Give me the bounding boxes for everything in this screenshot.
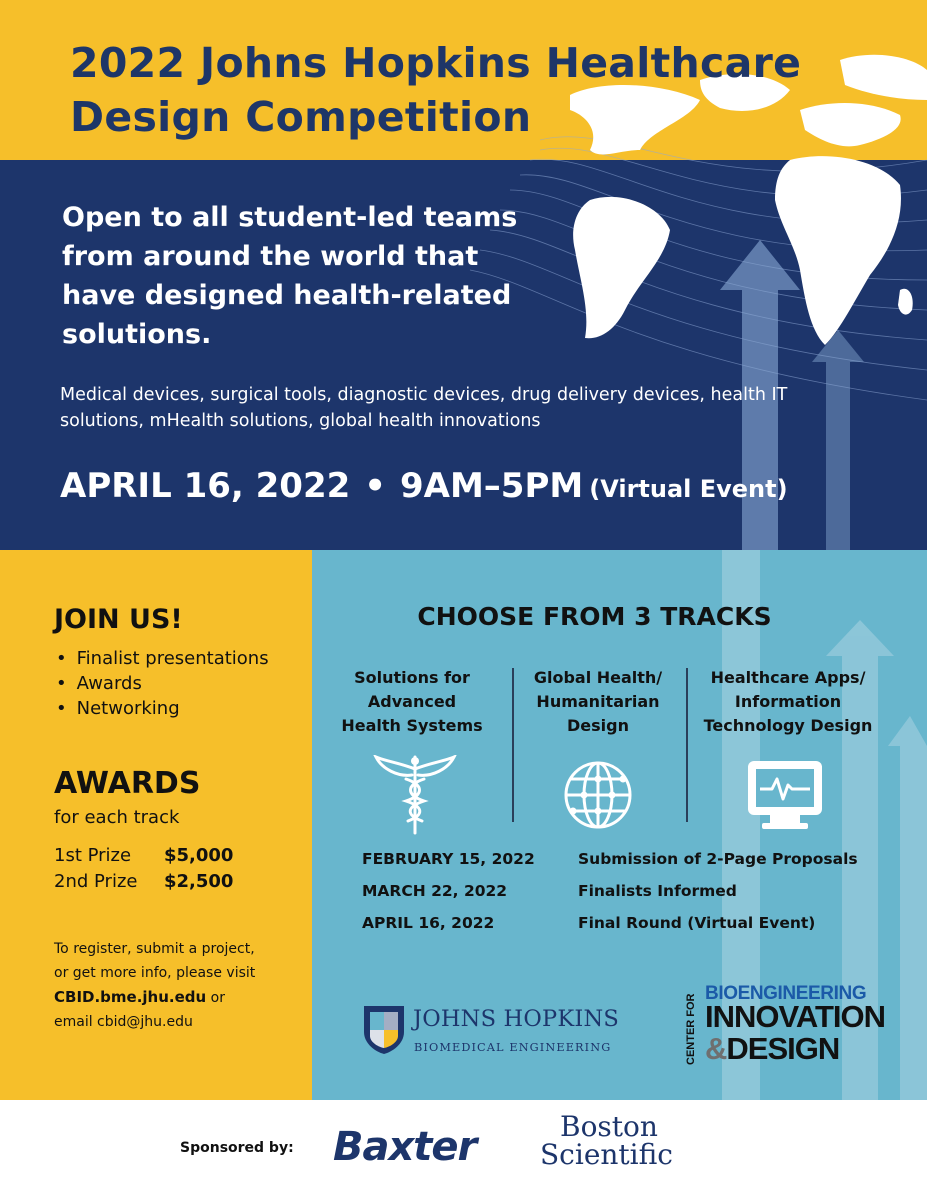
timeline-date: FEBRUARY 15, 2022 [362, 850, 535, 868]
globe-icon [553, 755, 643, 835]
track-label: Technology Design [703, 716, 873, 735]
track-label: Information [734, 692, 842, 711]
timeline-date: APRIL 16, 2022 [362, 914, 495, 932]
register-line [54, 985, 304, 1010]
jhu-logo-subtext: BIOMEDICAL ENGINEERING [414, 1041, 612, 1054]
hero-headline: Open to all student-led teams from around the world that have designed health-related solutions. [62, 202, 518, 350]
cbid-side-label: CENTER FOR [685, 993, 697, 1065]
boston-scientific-logo-line1: Boston [560, 1110, 658, 1143]
timeline-event: Finalists Informed [578, 882, 737, 900]
timeline-event: Final Round (Virtual Event) [578, 914, 816, 932]
track-healthcare-apps [698, 666, 878, 738]
caduceus-icon [370, 755, 460, 835]
track-divider [686, 668, 688, 822]
prize-row [54, 871, 234, 892]
join-title: JOIN US! [54, 604, 183, 635]
track-label: Design [567, 716, 629, 735]
page-title: 2022 Johns Hopkins Healthcare Design Competition [70, 39, 802, 141]
prize-amount: $5,000 [164, 845, 234, 866]
cbid-logo-line1: BIOENGINEERING [705, 983, 867, 1004]
prize-amount: $2,500 [164, 871, 234, 892]
track-advanced-health [322, 666, 502, 738]
prize-label: 1st Prize [54, 845, 132, 866]
sponsored-label: Sponsored by: [180, 1140, 294, 1156]
track-label: Solutions for [354, 668, 470, 687]
event-time: 9AM–5PM [400, 466, 584, 506]
track-global-health [508, 666, 688, 738]
email-link[interactable]: email cbid@jhu.edu [54, 1014, 193, 1030]
event-format: (Virtual Event) [589, 475, 788, 503]
hero-subtext: Medical devices, surgical tools, diagnostic devices, drug delivery devices, health IT solutions, mHealth solutions, global health innovations [60, 385, 788, 431]
awards-title: AWARDS [54, 766, 201, 801]
timeline-date: MARCH 22, 2022 [362, 882, 508, 900]
cbid-logo-line2: INNOVATION [705, 999, 886, 1034]
register-info [54, 937, 304, 1034]
cbid-amp: & [705, 1031, 727, 1066]
prize-label: 2nd Prize [54, 871, 138, 892]
track-label: Healthcare Apps/ [710, 668, 866, 687]
track-label: Health Systems [341, 716, 483, 735]
jhu-shield-icon [362, 1004, 406, 1056]
track-label: Humanitarian [536, 692, 660, 711]
date-separator: • [364, 466, 386, 506]
track-label: Global Health/ [533, 668, 663, 687]
baxter-logo: Baxter [333, 1124, 477, 1170]
register-or: or [206, 990, 225, 1006]
website-link[interactable]: CBID.bme.jhu.edu [54, 988, 207, 1006]
join-item: • Finalist presentations [56, 646, 269, 671]
join-item: • Awards [56, 671, 269, 696]
timeline-event: Submission of 2-Page Proposals [578, 850, 858, 868]
event-date: APRIL 16, 2022 [60, 466, 351, 506]
register-line: To register, submit a project, [54, 941, 255, 957]
monitor-heartbeat-icon [740, 755, 830, 835]
cbid-side-text [678, 985, 702, 1067]
cbid-logo-line3 [705, 1032, 839, 1066]
join-item: • Networking [56, 696, 269, 721]
jhu-logo-text: JOHNS HOPKINS [413, 1006, 619, 1032]
tracks-title: CHOOSE FROM 3 TRACKS [417, 602, 772, 631]
boston-scientific-logo-line2: Scientific [540, 1138, 673, 1171]
register-line: or get more info, please visit [54, 965, 256, 981]
join-list [56, 646, 269, 721]
prize-row [54, 845, 234, 866]
cbid-design: DESIGN [726, 1031, 840, 1066]
awards-subtitle: for each track [54, 807, 180, 828]
event-date-line [60, 466, 788, 506]
track-label: Advanced [367, 692, 457, 711]
